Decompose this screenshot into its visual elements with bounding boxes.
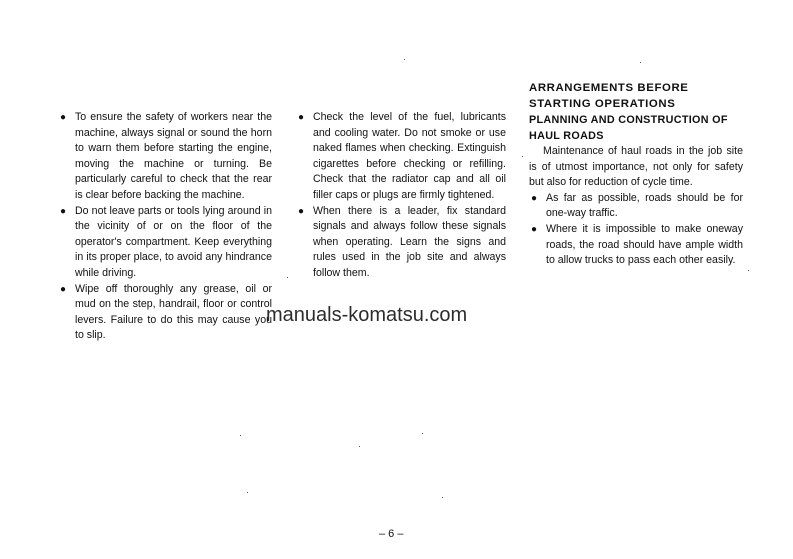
- list-item: [58, 110, 272, 204]
- list-item-text: Check the level of the fuel, lubricants and cooling water. Do not smoke or use naked flames when checking. Extinguish cigarettes before checking or refilling. Check that the radiator cap and all oil filler caps or plugs are firmly tightened.: [313, 111, 506, 201]
- list-item-text: When there is a leader, fix standard signals and always follow these signals when operating. Learn the signs and rules used in the job site and always follow them.: [313, 204, 506, 279]
- list-item-text: Do not leave parts or tools lying around in the vicinity of or on the floor of the operator's compartment. Keep everything in its proper place, to avoid any hindrance while driving.: [75, 204, 272, 279]
- scan-speck: [748, 270, 749, 271]
- bullet-icon: ●: [298, 205, 305, 217]
- scan-speck: [422, 433, 423, 434]
- bullet-icon: ●: [60, 205, 67, 217]
- watermark: manuals-komatsu.com: [266, 304, 468, 326]
- list-item-text: To ensure the safety of workers near the machine, always signal or sound the horn to warn them before starting the engine, moving the machine or turning. Be particularly careful to check that the rear is clear before backing the machine.: [75, 111, 272, 201]
- bullet-icon: ●: [60, 112, 67, 123]
- section-subheading: PLANNING AND CONSTRUCTION OF HAUL ROADS: [529, 114, 728, 142]
- bullet-icon: ●: [60, 283, 67, 295]
- section-heading: ARRANGEMENTS BEFORE STARTING OPERATIONS: [529, 82, 689, 110]
- bullet-icon: ●: [531, 192, 538, 204]
- scan-speck: [247, 492, 248, 493]
- section-list: [529, 191, 743, 269]
- list-item: [529, 222, 743, 269]
- right-column: [529, 80, 743, 269]
- list-item-text: As far as possible, roads should be for one-way traffic.: [546, 191, 743, 220]
- middle-column: [296, 110, 506, 282]
- scan-speck: [240, 435, 241, 436]
- scan-speck: [442, 497, 443, 498]
- left-column: [58, 110, 272, 344]
- list-item: [529, 191, 743, 222]
- scan-speck: [287, 277, 288, 278]
- section-paragraph: Maintenance of haul roads in the job site is of utmost importance, not only for safety but also for reduction of cycle time.: [529, 145, 743, 189]
- list-item: [58, 282, 272, 344]
- page-number: – 6 –: [379, 528, 404, 540]
- bullet-icon: ●: [298, 112, 305, 123]
- list-item-text: Where it is impossible to make oneway roads, the road should have ample width to allow trucks to pass each other easily.: [546, 222, 743, 267]
- list-item: [58, 204, 272, 282]
- bullet-icon: ●: [531, 223, 538, 235]
- scan-speck: [404, 59, 405, 60]
- scan-speck: [359, 446, 360, 447]
- list-item: [296, 204, 506, 282]
- list-item: [296, 110, 506, 204]
- scan-speck: [522, 156, 523, 157]
- scan-speck: [640, 62, 641, 63]
- list-item-text: Wipe off thoroughly any grease, oil or mud on the step, handrail, floor or control levers. Failure to do this may cause you to slip.: [75, 282, 272, 342]
